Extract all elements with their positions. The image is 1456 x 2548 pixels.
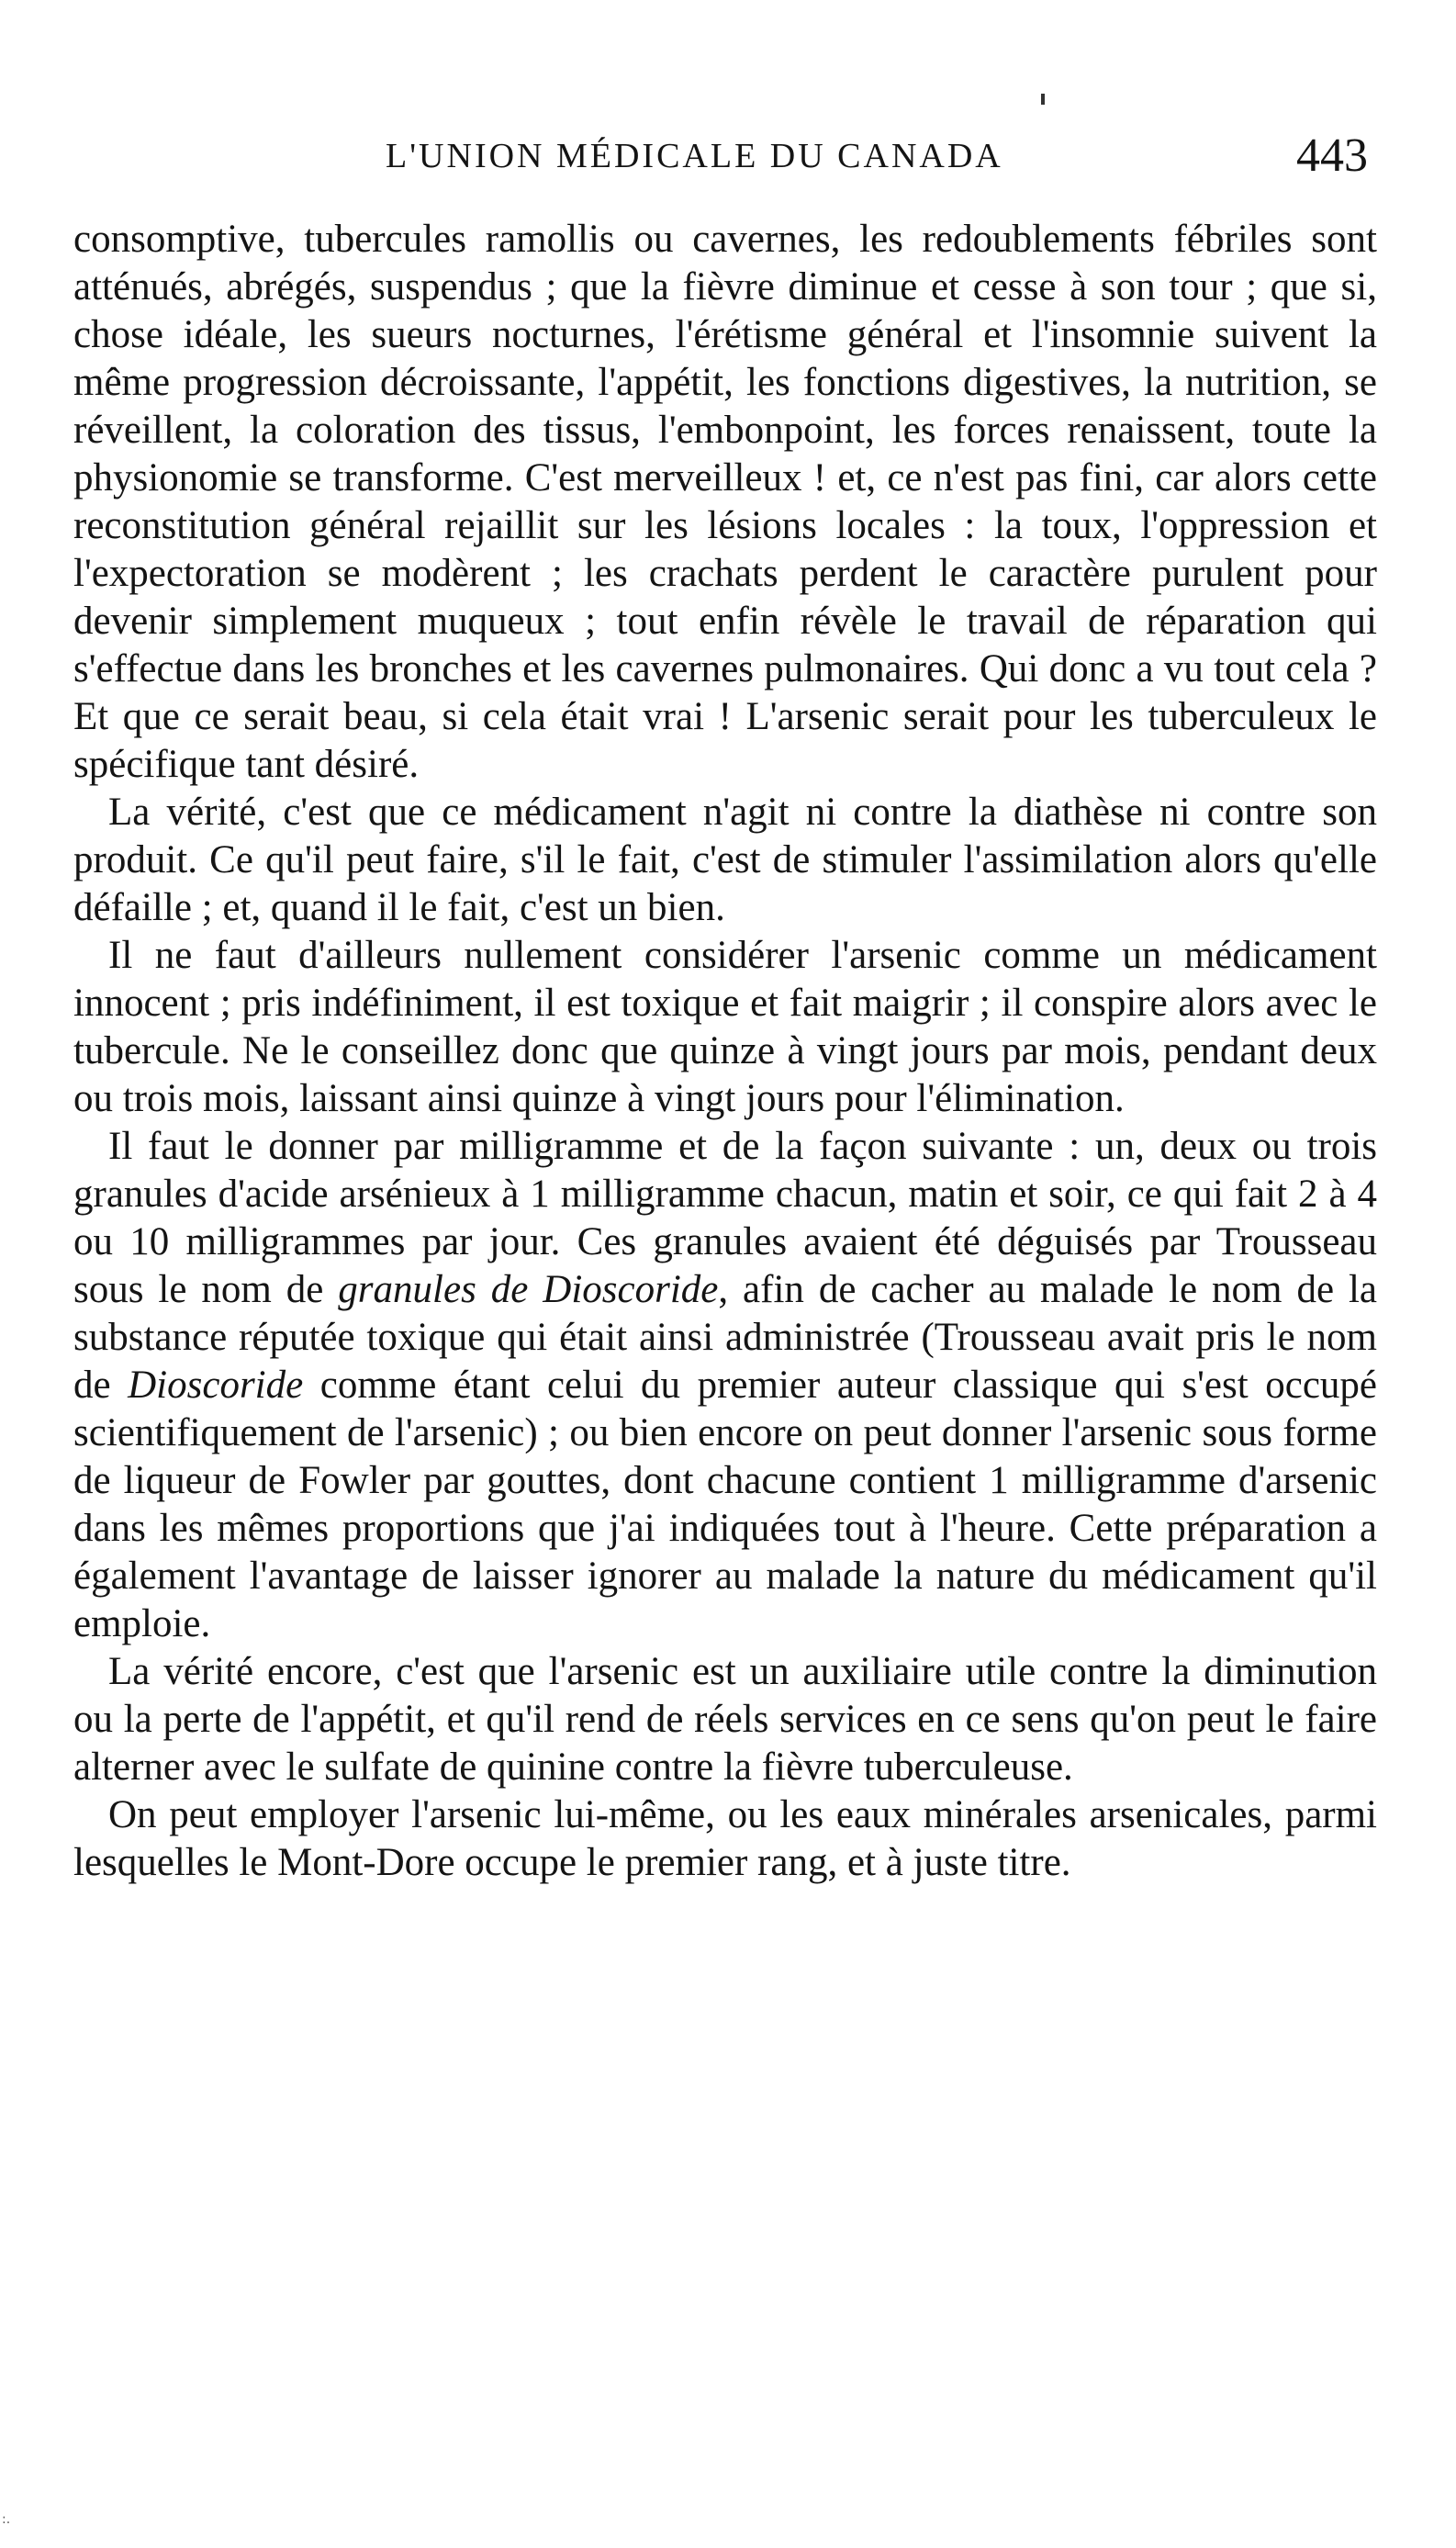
paragraph-4-text-middle: , afin de cacher au malade le nom de la substance réputée toxique qui était ainsi administrée (Trousseau avait pris le nom de bbox=[73, 1268, 1377, 1407]
stray-ink-mark bbox=[1041, 94, 1045, 105]
paragraph-6 bbox=[73, 1791, 1377, 1887]
paragraph-3-text: Il ne faut d'ailleurs nullement considérer l'arsenic comme un médicament innocent ; pris indéfiniment, il est toxique et fait maigrir ; il conspire alors avec le tubercule. Ne le conseillez donc que quinze à vingt jours par mois, pendant deux ou trois mois, laissant ainsi quinze à vingt jours pour l'élimination. bbox=[73, 934, 1377, 1120]
edge-specks: :. bbox=[2, 2512, 11, 2527]
paragraph-4-text-end: comme étant celui du premier auteur classique qui s'est occupé scientifiquement de l'arsenic) ; ou bien encore on peut donner l'arsenic sous forme de liqueur de Fowler par gouttes, dont chacune contient 1 milligramme d'arsenic dans les mêmes proportions que j'ai indiquées tout à l'heure. Cette préparation a également l'avantage de laisser ignorer au malade la nature du médicament qu'il emploie. bbox=[73, 1364, 1377, 1645]
journal-title: L'UNION MÉDICALE DU CANADA bbox=[386, 137, 1003, 175]
paragraph-5-text: La vérité encore, c'est que l'arsenic est un auxiliaire utile contre la diminution ou la perte de l'appétit, et qu'il rend de réels services en ce sens qu'on peut le faire alterner avec le sulfate de quinine contre la fièvre tuberculeuse. bbox=[73, 1650, 1377, 1789]
paragraph-5 bbox=[73, 1648, 1377, 1791]
paragraph-6-text: On peut employer l'arsenic lui-même, ou les eaux minérales arsenicales, parmi lesquelles le Mont-Dore occupe le premier rang, et à juste titre. bbox=[73, 1793, 1377, 1884]
italic-dioscoride: Dioscoride bbox=[128, 1364, 304, 1407]
paragraph-4 bbox=[73, 1123, 1377, 1648]
running-header bbox=[73, 129, 1377, 184]
body-text bbox=[73, 216, 1377, 1887]
paragraph-3 bbox=[73, 932, 1377, 1123]
paragraph-2-text: La vérité, c'est que ce médicament n'agit ni contre la diathèse ni contre son produit. Ce qu'il peut faire, s'il le fait, c'est de stimuler l'assimilation alors qu'elle défaille ; et, quand il le fait, c'est un bien. bbox=[73, 791, 1377, 929]
paragraph-4-text-start: Il faut le donner par milligramme et de la façon suivante : un, deux ou trois granules d'acide arsénieux à 1 milligramme chacun, matin et soir, ce qui fait 2 à 4 ou 10 milligrammes par jour. Ces granules avaient été déguisés par Trousseau sous le nom de bbox=[73, 1125, 1377, 1311]
paragraph-1 bbox=[73, 216, 1377, 789]
paragraph-2 bbox=[73, 789, 1377, 932]
page-number: 443 bbox=[1296, 129, 1368, 182]
paragraph-1-text: consomptive, tubercules ramollis ou cavernes, les redoublements fébriles sont atténués, abrégés, suspendus ; que la fièvre diminue et cesse à son tour ; que si, chose idéale, les sueurs nocturnes, l'érétisme général et l'insomnie suivent la même progression décroissante, l'appétit, les fonctions digestives, la nutrition, se réveillent, la coloration des tissus, l'embonpoint, les forces renaissent, toute la physionomie se transforme. C'est merveilleux ! et, ce n'est pas fini, car alors cette reconstitution général rejaillit sur les lésions locales : la toux, l'oppression et l'expectoration se modèrent ; les crachats perdent le caractère purulent pour devenir simplement muqueux ; tout enfin révèle le travail de réparation qui s'effectue dans les bronches et les cavernes pulmonaires. Qui donc a vu tout cela ? Et que ce serait beau, si cela était vrai ! L'arsenic serait pour les tuberculeux le spécifique tant désiré. bbox=[73, 218, 1377, 786]
italic-granules-de-dioscoride: granules de Dioscoride bbox=[338, 1268, 719, 1311]
